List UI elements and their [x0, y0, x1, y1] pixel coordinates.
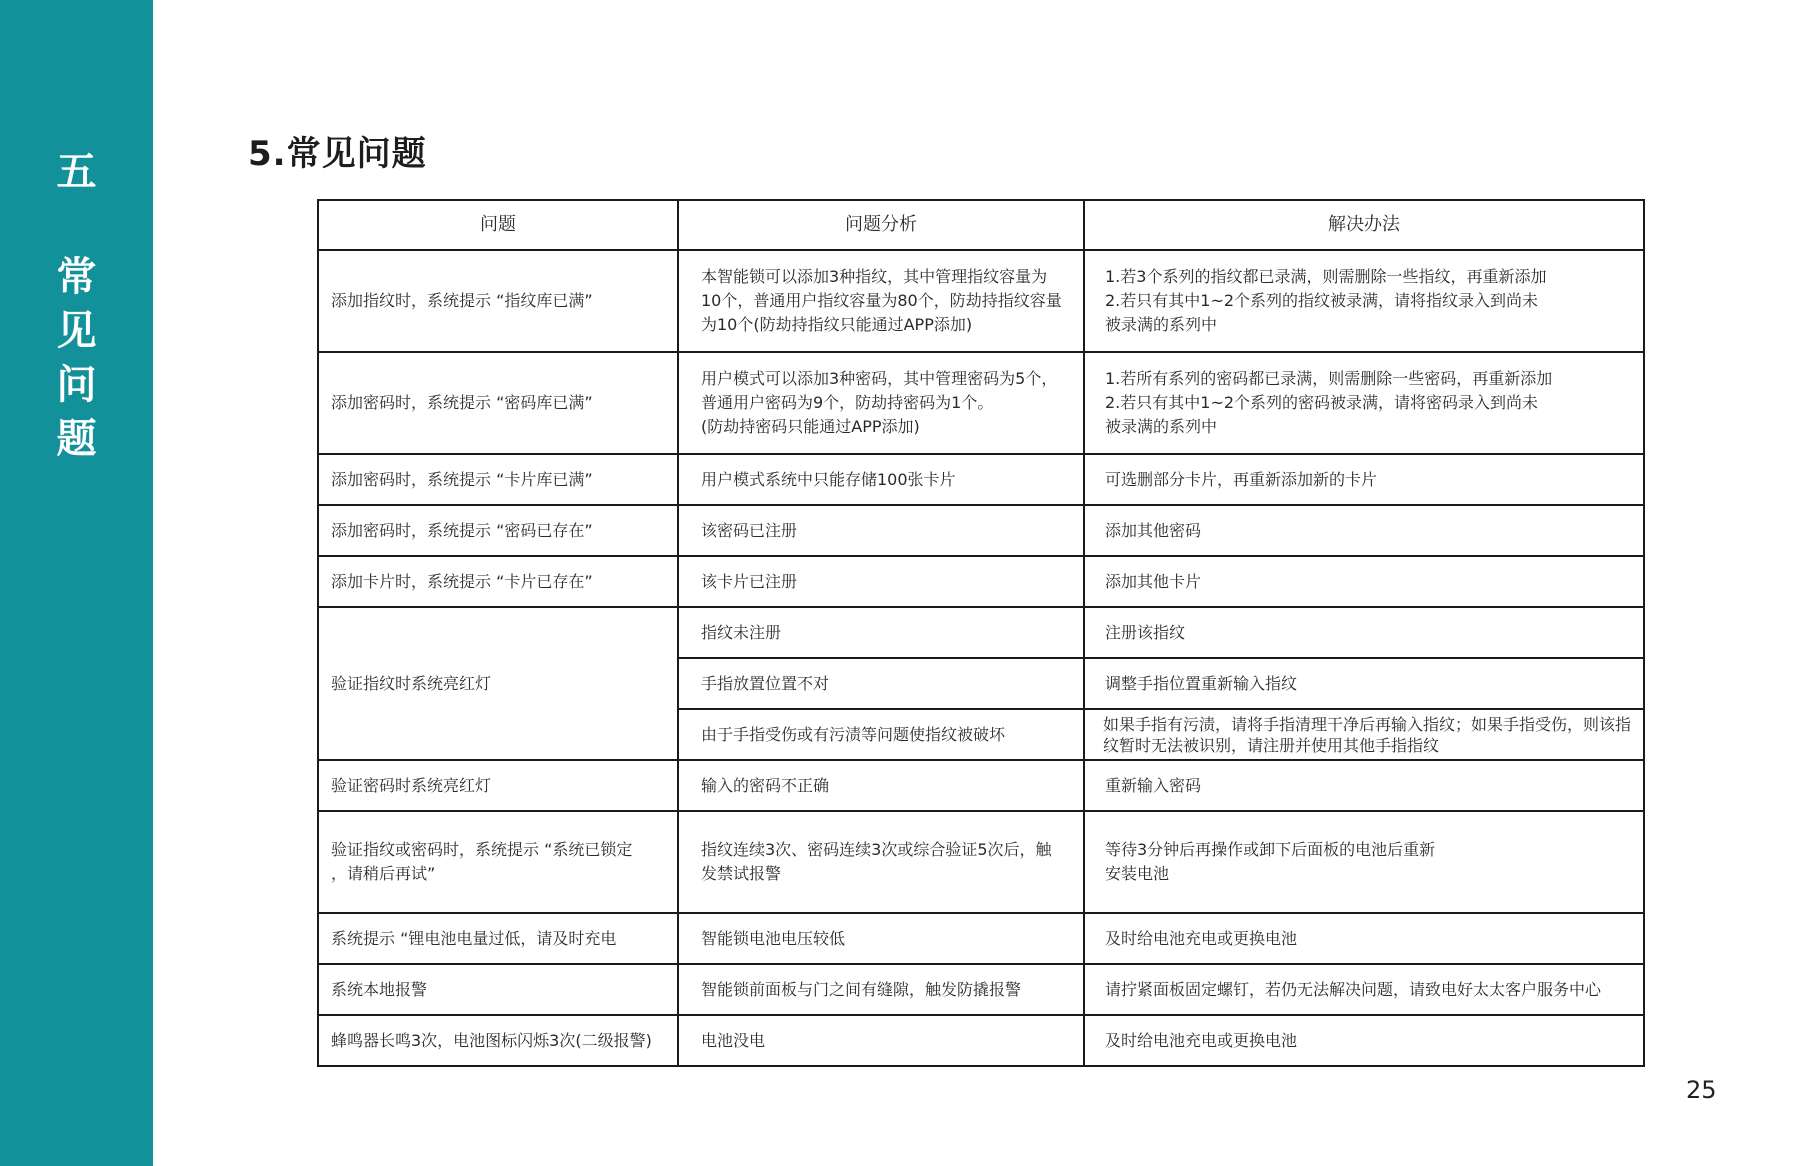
analysis-cell-line: 10个，普通用户指纹容量为80个，防劫持指纹容量	[701, 291, 1062, 310]
table-row	[318, 454, 1644, 505]
analysis-cell	[678, 556, 1084, 607]
solution-cell-line: 及时给电池充电或更换电池	[1105, 1030, 1298, 1050]
solution-cell	[1084, 607, 1644, 658]
analysis-cell: 由于手指受伤或有污渍等问题使指纹被破坏	[678, 709, 1084, 760]
solution-cell-line: 1.若3个系列的指纹都已录满，则需删除一些指纹，再重新添加	[1105, 267, 1547, 286]
solution-cell-line: 调整手指位置重新输入指纹	[1105, 673, 1298, 693]
chapter-number: 五	[56, 149, 97, 195]
problem-cell	[318, 250, 678, 352]
section-title: 5.常见问题	[248, 134, 427, 174]
page-number: 25	[1686, 1076, 1717, 1104]
solution-cell-line: 2.若只有其中1~2个系列的密码被录满，请将密码录入到尚未	[1105, 393, 1539, 412]
problem-cell-line: 验证指纹或密码时，系统提示 “系统已锁定	[331, 840, 633, 859]
solution-cell-line: 被录满的系列中	[1105, 417, 1218, 436]
solution-cell-line: 如果手指有污渍，请将手指清理干净后再输入指纹；如果手指受伤，则该指	[1103, 714, 1632, 734]
chapter-title-char: 问	[56, 362, 97, 408]
analysis-cell-line: (防劫持密码只能通过APP添加)	[701, 417, 920, 436]
analysis-cell-line: 该卡片已注册	[701, 571, 798, 591]
chapter-title	[0, 250, 153, 466]
solution-cell-line: 可选删部分卡片，再重新添加新的卡片	[1105, 469, 1378, 489]
table-row	[318, 1015, 1644, 1066]
solution-cell	[1084, 505, 1644, 556]
solution-cell-line: 添加其他卡片	[1105, 571, 1202, 591]
problem-cell-line: 添加密码时，系统提示 “密码已存在”	[331, 520, 593, 540]
table-row	[318, 556, 1644, 607]
table-header-row	[318, 200, 1644, 250]
solution-cell	[1084, 454, 1644, 505]
solution-cell	[1084, 913, 1644, 964]
solution-cell	[1084, 250, 1644, 352]
problem-cell-line: 添加密码时，系统提示 “卡片库已满”	[331, 469, 593, 489]
analysis-cell-line: 智能锁电池电压较低	[701, 928, 846, 948]
table-row	[318, 505, 1644, 556]
solution-cell-line: 添加其他密码	[1105, 520, 1202, 540]
chapter-title-char: 题	[56, 416, 97, 462]
analysis-cell-line: 发禁试报警	[701, 864, 782, 883]
chapter-title-char: 见	[56, 308, 97, 354]
analysis-cell	[678, 811, 1084, 913]
analysis-cell: 指纹未注册	[678, 607, 1084, 658]
problem-cell	[318, 454, 678, 505]
problem-cell	[318, 505, 678, 556]
problem-cell-line: ，请稍后再试”	[331, 864, 436, 883]
header-solution: 解决办法	[1084, 200, 1644, 250]
problem-cell-line: 添加卡片时，系统提示 “卡片已存在”	[331, 571, 593, 591]
table-row	[318, 913, 1644, 964]
solution-cell-line: 被录满的系列中	[1105, 315, 1218, 334]
table-row	[318, 964, 1644, 1015]
analysis-cell	[678, 760, 1084, 811]
analysis-cell-line: 为10个(防劫持指纹只能通过APP添加)	[701, 315, 973, 334]
solution-cell	[1084, 658, 1644, 709]
problem-cell-line: 添加指纹时，系统提示 “指纹库已满”	[331, 291, 593, 310]
table-row	[318, 352, 1644, 454]
problem-cell	[318, 1015, 678, 1066]
problem-cell	[318, 811, 678, 913]
analysis-cell	[678, 250, 1084, 352]
problem-cell	[318, 352, 678, 454]
solution-cell-line: 重新输入密码	[1105, 775, 1202, 795]
analysis-cell	[678, 1015, 1084, 1066]
problem-cell-line: 添加密码时，系统提示 “密码库已满”	[331, 393, 593, 412]
analysis-cell-line: 智能锁前面板与门之间有缝隙，触发防撬报警	[701, 979, 1022, 999]
solution-cell	[1084, 1015, 1644, 1066]
solution-cell	[1084, 556, 1644, 607]
solution-cell	[1084, 352, 1644, 454]
solution-cell-line: 及时给电池充电或更换电池	[1105, 928, 1298, 948]
analysis-cell-line: 用户模式系统中只能存储100张卡片	[701, 469, 956, 489]
header-analysis: 问题分析	[678, 200, 1084, 250]
problem-cell	[318, 913, 678, 964]
chapter-title-char: 常	[56, 254, 97, 300]
table-row	[318, 811, 1644, 913]
solution-cell	[1084, 760, 1644, 811]
analysis-cell-line: 电池没电	[701, 1030, 766, 1050]
problem-cell-line: 系统提示 “锂电池电量过低，请及时充电	[331, 928, 617, 948]
table-row	[318, 607, 1644, 658]
faq-table	[317, 199, 1645, 1067]
analysis-cell-line: 用户模式可以添加3种密码，其中管理密码为5个，	[701, 369, 1058, 388]
analysis-cell-line: 普通用户密码为9个，防劫持密码为1个。	[701, 393, 994, 412]
problem-cell-line: 验证密码时系统亮红灯	[331, 775, 492, 795]
table-row	[318, 760, 1644, 811]
solution-cell	[1084, 964, 1644, 1015]
analysis-cell-line: 该密码已注册	[701, 520, 798, 540]
analysis-cell	[678, 352, 1084, 454]
chapter-sidebar	[0, 0, 153, 1166]
solution-cell	[1084, 709, 1644, 760]
problem-cell	[318, 556, 678, 607]
analysis-cell-line: 指纹连续3次、密码连续3次或综合验证5次后，触	[701, 840, 1052, 859]
table-row	[318, 250, 1644, 352]
analysis-cell	[678, 913, 1084, 964]
problem-cell	[318, 760, 678, 811]
problem-cell-line: 蜂鸣器长鸣3次，电池图标闪烁3次(二级报警)	[331, 1030, 652, 1050]
analysis-cell	[678, 505, 1084, 556]
analysis-cell-line: 本智能锁可以添加3种指纹，其中管理指纹容量为	[701, 267, 1048, 286]
analysis-cell	[678, 454, 1084, 505]
solution-cell-line: 请拧紧面板固定螺钉，若仍无法解决问题，请致电好太太客户服务中心	[1105, 979, 1602, 999]
analysis-cell-line: 输入的密码不正确	[701, 775, 830, 795]
problem-cell-line: 系统本地报警	[331, 979, 428, 999]
solution-cell-line: 纹暂时无法被识别，请注册并使用其他手指指纹	[1103, 735, 1440, 755]
problem-cell	[318, 964, 678, 1015]
header-problem: 问题	[318, 200, 678, 250]
analysis-cell: 手指放置位置不对	[678, 658, 1084, 709]
solution-cell	[1084, 811, 1644, 913]
problem-cell: 验证指纹时系统亮红灯	[318, 607, 678, 760]
analysis-cell	[678, 964, 1084, 1015]
solution-cell-line: 安装电池	[1105, 864, 1170, 883]
solution-cell-line: 1.若所有系列的密码都已录满，则需删除一些密码，再重新添加	[1105, 369, 1553, 388]
solution-cell-line: 注册该指纹	[1105, 622, 1186, 642]
solution-cell-line: 2.若只有其中1~2个系列的指纹被录满，请将指纹录入到尚未	[1105, 291, 1539, 310]
solution-cell-line: 等待3分钟后再操作或卸下后面板的电池后重新	[1105, 840, 1436, 859]
